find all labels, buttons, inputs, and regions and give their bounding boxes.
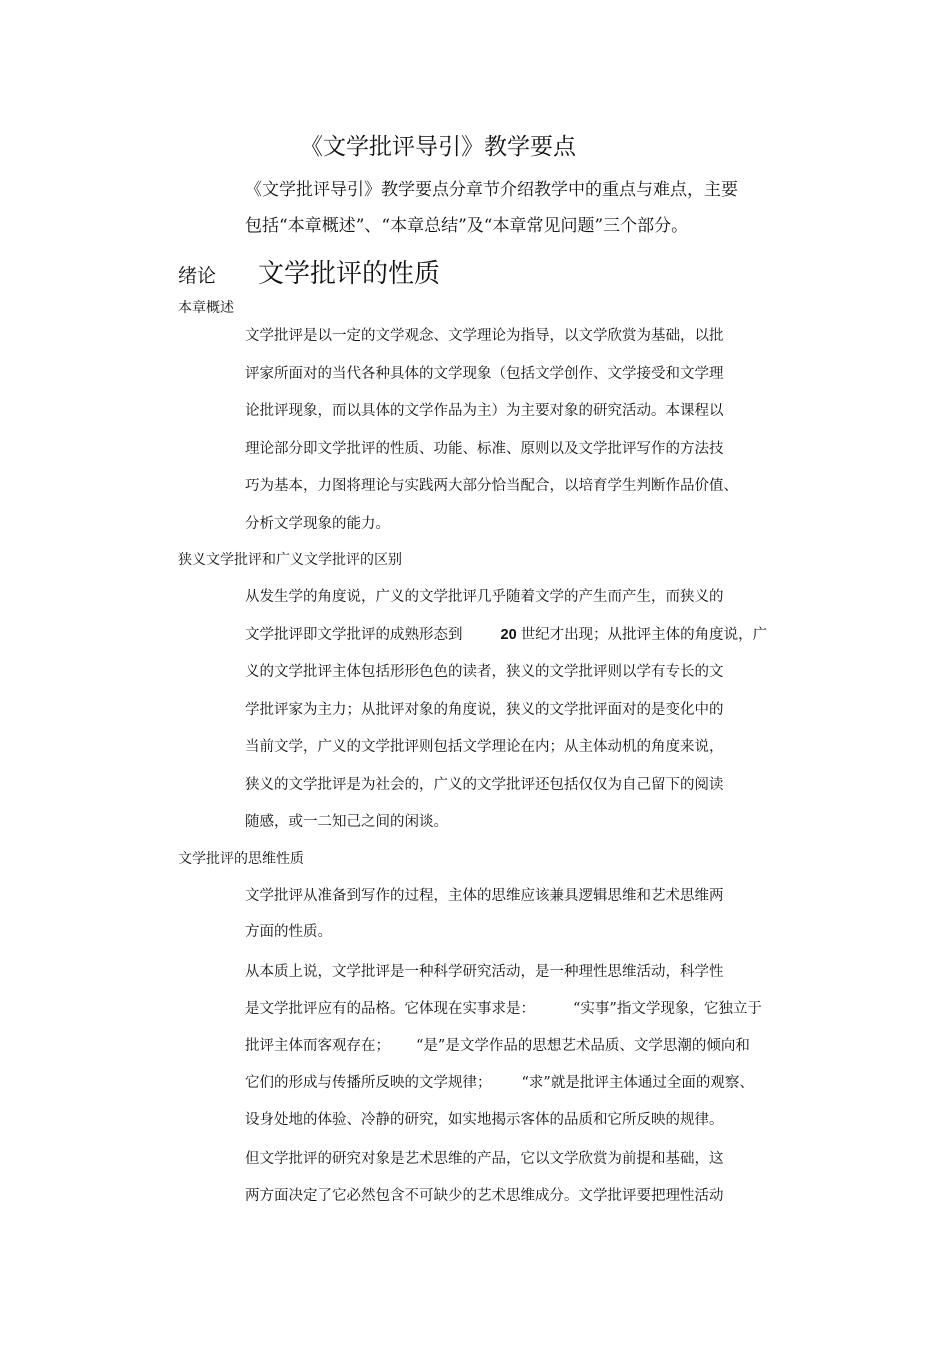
paragraph-line: 分析文学现象的能力。 xyxy=(245,515,390,532)
paragraph-line: 狭义的文学批评是为社会的，广义的文学批评还包括仅仅为自己留下的阅读 xyxy=(245,776,724,793)
paragraph-line: 义的文学批评主体包括形形色色的读者，狭义的文学批评则以学有专长的文 xyxy=(245,664,724,680)
text-segment: 文学批评即文学批评的成熟形态到 xyxy=(245,626,463,643)
paragraph-line: 两方面决定了它必然包含不可缺少的艺术思维成分。文学批评要把理性活动 xyxy=(245,1188,724,1204)
paragraph-line xyxy=(245,1065,805,1102)
intro-line: 包括“本章概述”、“本章总结”及“本章常见问题”三个部分。 xyxy=(245,216,689,236)
paragraph-line: 从本质上说，文学批评是一种科学研究活动，是一种理性思维活动，科学性 xyxy=(245,964,724,980)
text-segment: 世纪才出现；从批评主体的角度说，广 xyxy=(520,626,768,643)
paragraph-line: 方面的性质。 xyxy=(245,924,332,940)
paragraph-line: 巧为基本，力图将理论与实践两大部分恰当配合，以培育学生判断作品价值、 xyxy=(245,478,738,494)
paragraph-line: 评家所面对的当代各种具体的文学现象（包括文学创作、文学接受和文学理 xyxy=(245,365,724,382)
paragraph-line: 论批评现象，而以具体的文学作品为主）为主要对象的研究活动。本课程以 xyxy=(245,403,724,419)
thinking-paragraph-2 xyxy=(245,954,805,1139)
text-segment: “求”就是批评主体通过全面的观察、 xyxy=(521,1075,754,1091)
paragraph-line: 设身处地的体验、冷静的研究，如实地揭示客体的品质和它所反映的规律。 xyxy=(245,1112,724,1128)
chapter-number: 绪论 xyxy=(178,265,217,287)
paragraph-line: 从发生学的角度说，广义的文学批评几乎随着文学的产生而产生，而狭义的 xyxy=(245,589,724,605)
paragraph-line: 当前文学，广义的文学批评则包括文学理论在内；从主体动机的角度来说， xyxy=(245,739,724,755)
difference-paragraph xyxy=(245,579,805,842)
text-segment: 批评主体而客观存在； xyxy=(245,1038,390,1054)
overview-paragraph xyxy=(245,318,805,543)
paragraph-line xyxy=(245,991,805,1028)
text-segment: 是文学批评应有的品格。它体现在实事求是： xyxy=(245,1001,535,1017)
document-title: 《文学批评导引》教学要点 xyxy=(300,134,576,160)
text-segment: 它们的形成与传播所反映的文学规律； xyxy=(245,1075,492,1091)
paragraph-line xyxy=(245,617,805,655)
paragraph-line: 学批评家为主力；从批评对象的角度说，狭义的文学批评面对的是变化中的 xyxy=(245,701,724,718)
paragraph-line: 随感，或一二知己之间的闲谈。 xyxy=(245,814,448,830)
intro-paragraph xyxy=(245,172,785,244)
intro-line: 《文学批评导引》教学要点分章节介绍教学中的重点与难点，主要 xyxy=(245,180,738,200)
century-number: 20 xyxy=(500,626,517,643)
paragraph-line xyxy=(245,1028,805,1065)
section-heading-overview: 本章概述 xyxy=(178,300,234,316)
paragraph-line: 理论部分即文学批评的性质、功能、标准、原则以及文学批评写作的方法技 xyxy=(245,440,724,457)
text-segment: “实事”指文学现象，它独立于 xyxy=(573,1001,762,1017)
text-segment: “是”是文学作品的思想艺术品质、文学思潮的倾向和 xyxy=(416,1038,750,1054)
section-heading-thinking: 文学批评的思维性质 xyxy=(178,851,304,867)
chapter-heading xyxy=(178,253,440,290)
chapter-title: 文学批评的性质 xyxy=(258,259,441,289)
thinking-paragraph-3 xyxy=(245,1141,805,1215)
section-heading-difference: 狭义文学批评和广义文学批评的区别 xyxy=(178,552,402,568)
paragraph-line: 文学批评是以一定的文学观念、文学理论为指导，以文学欣赏为基础，以批 xyxy=(245,328,724,344)
thinking-paragraph-1 xyxy=(245,878,805,950)
paragraph-line: 文学批评从准备到写作的过程，主体的思维应该兼具逻辑思维和艺术思维两 xyxy=(245,888,724,904)
paragraph-line: 但文学批评的研究对象是艺术思维的产品，它以文学欣赏为前提和基础，这 xyxy=(245,1151,724,1167)
